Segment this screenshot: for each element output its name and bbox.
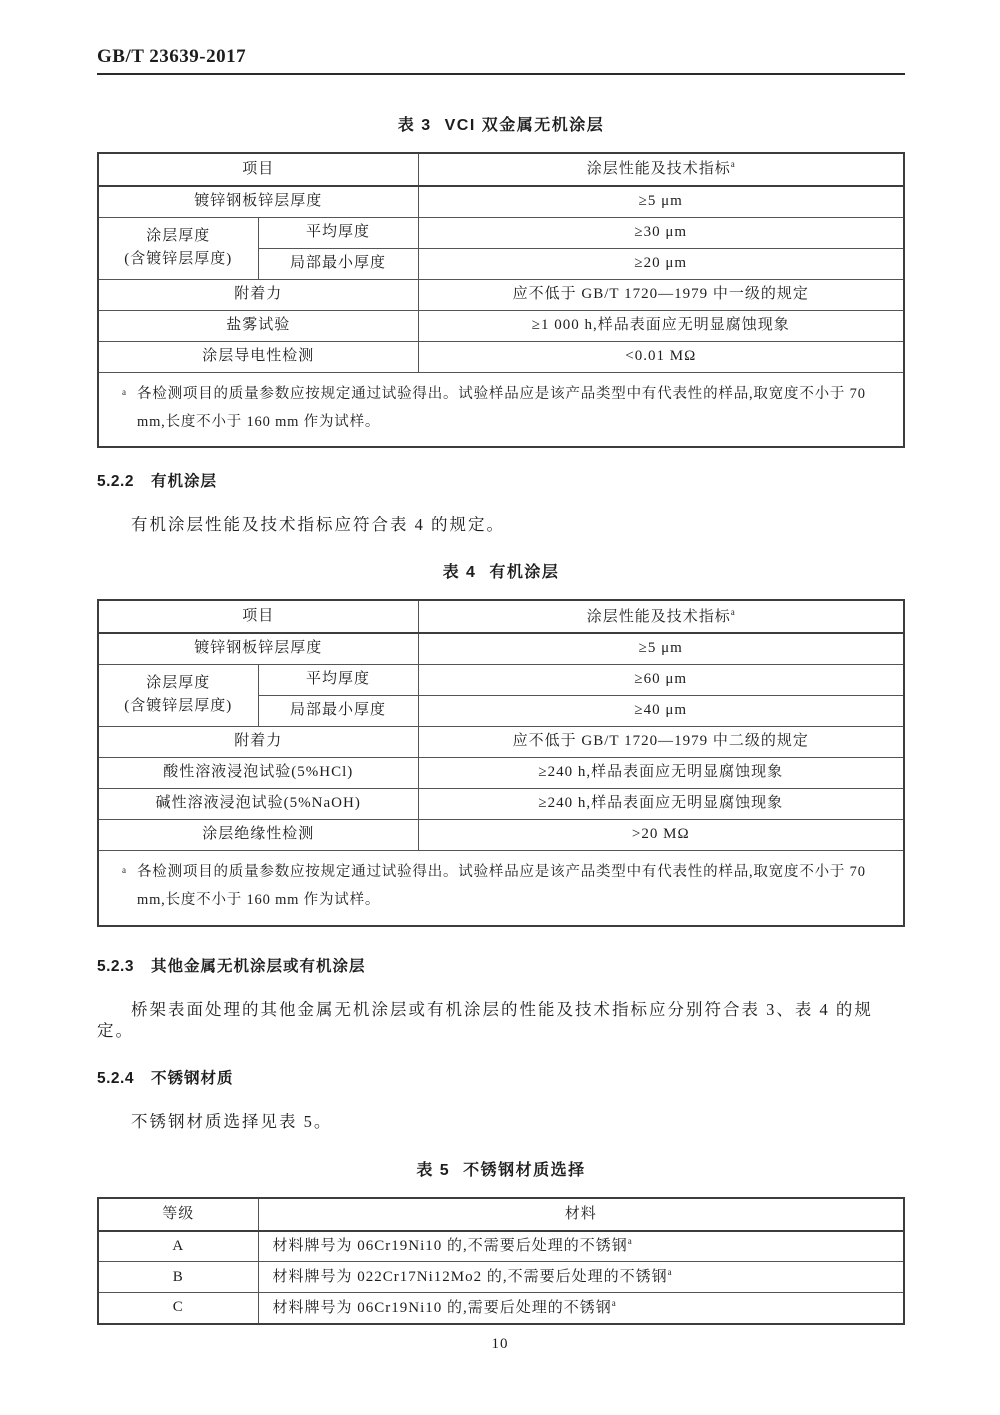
footnote-a-marker: a xyxy=(730,606,735,617)
table4-organic-coating xyxy=(97,599,905,926)
table-row xyxy=(98,341,904,372)
table5-material-a: 材料牌号为 06Cr19Ni10 的,不需要后处理的不锈钢$^a$ xyxy=(258,1231,904,1262)
table4-alkali-item: 碱性溶液浸泡试验(5%NaOH) xyxy=(98,788,418,819)
table4-min-value: ≥40 μm xyxy=(418,695,904,726)
table4-adhesion-value: 应不低于 GB/T 1720—1979 中二级的规定 xyxy=(418,726,904,757)
table3-footnote-row xyxy=(98,372,904,447)
table4-title-text: 有机涂层 xyxy=(489,564,560,582)
table5-grade-b: B xyxy=(98,1262,258,1293)
table4-insulation-value: >20 MΩ xyxy=(418,819,904,850)
table-row xyxy=(98,1262,904,1293)
table-row xyxy=(98,633,904,664)
table4-avg-value: ≥60 μm xyxy=(418,664,904,695)
table3-footnote-text: 各检测项目的质量参数应按规定通过试验得出。试验样品应是该产品类型中有代表性的样品,取宽度不小于 70 mm,长度不小于 160 mm 作为试样。 xyxy=(137,385,866,430)
table4-col-value: 涂层性能及技术指标$^a$ xyxy=(418,600,904,633)
table5-grade-c: C xyxy=(98,1293,258,1324)
standard-number-header xyxy=(97,46,905,75)
table-row xyxy=(98,279,904,310)
section-5-2-2-paragraph: 有机涂层性能及技术指标应符合表 4 的规定。 xyxy=(131,515,505,535)
table-row xyxy=(98,788,904,819)
footnote-a-marker: a xyxy=(122,386,126,397)
table3-thickness-group: 涂层厚度 (含镀锌层厚度) xyxy=(98,217,258,279)
table4-title-prefix: 表 4 xyxy=(442,564,477,582)
table-row xyxy=(98,186,904,217)
table4-acid-item: 酸性溶液浸泡试验(5%HCl) xyxy=(98,757,418,788)
table3-title-prefix: 表 3 xyxy=(397,117,432,134)
page-number: 10 xyxy=(491,1336,509,1352)
section-5-2-3-paragraph: 桥架表面处理的其他金属无机涂层或有机涂层的性能及技术指标应分别符合表 3、表 4 的规定。 xyxy=(97,999,873,1040)
table3-col-item: 项目 xyxy=(98,153,418,186)
table3-min-item: 局部最小厚度 xyxy=(258,248,418,279)
footnote-a-marker: a xyxy=(730,159,735,170)
table-row xyxy=(98,757,904,788)
table3-salt-spray-item: 盐雾试验 xyxy=(98,310,418,341)
table4-footnote-row xyxy=(98,850,904,925)
table3-salt-spray-value: ≥1 000 h,样品表面应无明显腐蚀现象 xyxy=(418,310,904,341)
footnote-a-marker: a xyxy=(611,1297,616,1308)
table3-avg-value: ≥30 μm xyxy=(418,217,904,248)
table-row xyxy=(98,664,904,695)
table5-grade-a: A xyxy=(98,1231,258,1262)
table4-zinc-item: 镀锌钢板锌层厚度 xyxy=(98,633,418,664)
footnote-a-marker: a xyxy=(667,1267,672,1278)
table4-insulation-item: 涂层绝缘性检测 xyxy=(98,819,418,850)
table4-zinc-value: ≥5 μm xyxy=(418,633,904,664)
table4-title xyxy=(97,559,905,582)
table3-avg-item: 平均厚度 xyxy=(258,217,418,248)
section-5-2-4-heading: 5.2.4 不锈钢材质 xyxy=(97,1070,234,1088)
table5-header-row xyxy=(98,1198,904,1231)
table5-stainless-steel-selection xyxy=(97,1197,905,1325)
table5-material-c: 材料牌号为 06Cr19Ni10 的,需要后处理的不锈钢$^a$ xyxy=(258,1293,904,1324)
table5-material-b: 材料牌号为 022Cr17Ni12Mo2 的,不需要后处理的不锈钢$^a$ xyxy=(258,1262,904,1293)
table4-adhesion-item: 附着力 xyxy=(98,726,418,757)
table3-conductivity-value: <0.01 MΩ xyxy=(418,341,904,372)
table5-title-text: 不锈钢材质选择 xyxy=(463,1161,586,1179)
table4-header-row xyxy=(98,600,904,633)
table3-adhesion-value: 应不低于 GB/T 1720—1979 中一级的规定 xyxy=(418,279,904,310)
standard-number: GB/T 23639-2017 xyxy=(97,46,247,67)
table4-col-item: 项目 xyxy=(98,600,418,633)
table-row xyxy=(98,819,904,850)
table3-header-row xyxy=(98,153,904,186)
section-5-2-3-heading: 5.2.3 其他金属无机涂层或有机涂层 xyxy=(97,957,366,975)
table3-conductivity-item: 涂层导电性检测 xyxy=(98,341,418,372)
table3-title xyxy=(97,112,905,135)
table3-col-value: 涂层性能及技术指标$^a$ xyxy=(418,153,904,186)
table-row xyxy=(98,726,904,757)
table5-col-material: 材料 xyxy=(258,1198,904,1231)
footnote-a-marker: a xyxy=(627,1236,632,1247)
table4-avg-item: 平均厚度 xyxy=(258,664,418,695)
table4-min-item: 局部最小厚度 xyxy=(258,695,418,726)
table3-zinc-value: ≥5 μm xyxy=(418,186,904,217)
table4-alkali-value: ≥240 h,样品表面应无明显腐蚀现象 xyxy=(418,788,904,819)
table5-title-prefix: 表 5 xyxy=(416,1161,451,1179)
table-row xyxy=(98,1231,904,1262)
table3-adhesion-item: 附着力 xyxy=(98,279,418,310)
table3-title-text: VCI 双金属无机涂层 xyxy=(444,117,605,134)
table4-thickness-group: 涂层厚度 (含镀锌层厚度) xyxy=(98,664,258,726)
table3-min-value: ≥20 μm xyxy=(418,248,904,279)
table4-footnote-text: 各检测项目的质量参数应按规定通过试验得出。试验样品应是该产品类型中有代表性的样品,取宽度不小于 70 mm,长度不小于 160 mm 作为试样。 xyxy=(137,863,866,909)
table-row xyxy=(98,1293,904,1324)
table-row xyxy=(98,310,904,341)
table5-title xyxy=(97,1157,905,1180)
footnote-a-marker: a xyxy=(122,864,126,875)
table4-acid-value: ≥240 h,样品表面应无明显腐蚀现象 xyxy=(418,757,904,788)
table3-vci-inorganic-coating xyxy=(97,152,905,448)
table5-col-grade: 等级 xyxy=(98,1198,258,1231)
section-5-2-2-heading: 5.2.2 有机涂层 xyxy=(97,473,217,491)
table3-zinc-item: 镀锌钢板锌层厚度 xyxy=(98,186,418,217)
section-5-2-4-paragraph: 不锈钢材质选择见表 5。 xyxy=(131,1112,333,1132)
table-row xyxy=(98,217,904,248)
